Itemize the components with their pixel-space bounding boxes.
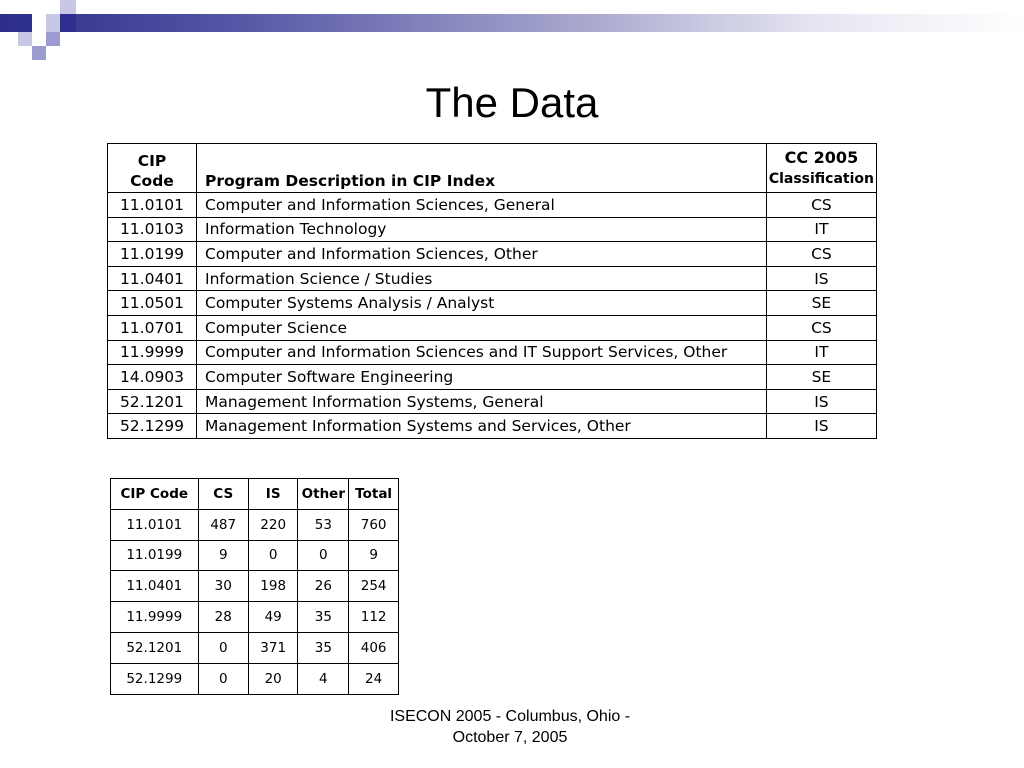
summary-cell: 20 — [248, 663, 297, 694]
cip-code-cell: 11.9999 — [108, 340, 197, 365]
deco-square — [18, 32, 32, 46]
summary-header-is: IS — [248, 479, 297, 510]
table-row — [108, 389, 877, 414]
cip-code-cell: 11.0401 — [108, 266, 197, 291]
summary-cell: 112 — [349, 602, 399, 633]
summary-cell: 35 — [298, 632, 349, 663]
summary-cell: 26 — [298, 571, 349, 602]
summary-cell: 11.0199 — [111, 540, 199, 571]
enrollment-summary-table — [110, 478, 399, 695]
description-cell: Computer and Information Sciences and IT Support Services, Other — [197, 340, 767, 365]
classification-cell: IS — [766, 266, 876, 291]
summary-cell: 49 — [248, 602, 297, 633]
cip-code-cell: 11.0103 — [108, 217, 197, 242]
cip-code-cell: 11.0501 — [108, 291, 197, 316]
summary-cell: 35 — [298, 602, 349, 633]
summary-cell: 9 — [198, 540, 248, 571]
footer-line-2: October 7, 2005 — [452, 729, 568, 746]
cip-classification-table — [107, 143, 877, 439]
cip-code-cell: 52.1201 — [108, 389, 197, 414]
summary-cell: 28 — [198, 602, 248, 633]
cip-code-cell: 11.0701 — [108, 315, 197, 340]
header-cc-line1: CC 2005 — [784, 148, 859, 167]
description-cell: Computer and Information Sciences, Other — [197, 242, 767, 267]
summary-cell: 11.9999 — [111, 602, 199, 633]
header-description: Program Description in CIP Index — [197, 144, 767, 193]
summary-header-row — [111, 479, 399, 510]
summary-header-cs: CS — [198, 479, 248, 510]
table-row — [108, 340, 877, 365]
deco-square — [32, 46, 46, 60]
summary-header-total: Total — [349, 479, 399, 510]
summary-cell: 760 — [349, 509, 399, 540]
summary-cell: 9 — [349, 540, 399, 571]
description-cell: Information Science / Studies — [197, 266, 767, 291]
summary-cell: 254 — [349, 571, 399, 602]
header-cip-line1: CIP — [137, 152, 167, 170]
summary-cell: 220 — [248, 509, 297, 540]
summary-cell: 52.1299 — [111, 663, 199, 694]
classification-cell: CS — [766, 242, 876, 267]
summary-cell: 53 — [298, 509, 349, 540]
summary-header-other: Other — [298, 479, 349, 510]
classification-cell: SE — [766, 291, 876, 316]
classification-cell: IS — [766, 389, 876, 414]
classification-cell: CS — [766, 315, 876, 340]
slide-footer — [360, 706, 660, 748]
description-cell: Computer and Information Sciences, General — [197, 193, 767, 218]
deco-square — [46, 32, 60, 46]
description-cell: Information Technology — [197, 217, 767, 242]
table-row — [108, 291, 877, 316]
description-cell: Computer Systems Analysis / Analyst — [197, 291, 767, 316]
header-cc-classification — [766, 144, 876, 193]
table-row — [108, 414, 877, 439]
summary-cell: 11.0101 — [111, 509, 199, 540]
table-row — [108, 365, 877, 390]
classification-cell: IS — [766, 414, 876, 439]
table-row — [108, 193, 877, 218]
classification-cell: SE — [766, 365, 876, 390]
summary-cell: 198 — [248, 571, 297, 602]
description-cell: Management Information Systems, General — [197, 389, 767, 414]
summary-cell: 52.1201 — [111, 632, 199, 663]
table-row — [108, 217, 877, 242]
summary-row — [111, 602, 399, 633]
table-row — [108, 242, 877, 267]
summary-cell: 0 — [198, 632, 248, 663]
slide-title: The Data — [425, 79, 599, 126]
classification-cell: IT — [766, 340, 876, 365]
description-cell: Management Information Systems and Services, Other — [197, 414, 767, 439]
summary-cell: 0 — [198, 663, 248, 694]
summary-cell: 371 — [248, 632, 297, 663]
deco-square — [14, 14, 32, 32]
deco-square — [32, 14, 46, 32]
table-row — [108, 315, 877, 340]
header-banner — [0, 14, 1024, 32]
cip-code-cell: 11.0101 — [108, 193, 197, 218]
description-cell: Computer Science — [197, 315, 767, 340]
classification-cell: CS — [766, 193, 876, 218]
summary-cell: 30 — [198, 571, 248, 602]
summary-cell: 0 — [298, 540, 349, 571]
deco-square — [60, 14, 76, 32]
summary-header-cip-code: CIP Code — [111, 479, 199, 510]
summary-cell: 11.0401 — [111, 571, 199, 602]
footer-line-1: ISECON 2005 - Columbus, Ohio - — [389, 708, 631, 725]
summary-cell: 406 — [349, 632, 399, 663]
cip-code-cell: 14.0903 — [108, 365, 197, 390]
summary-cell: 24 — [349, 663, 399, 694]
table-header-row — [108, 144, 877, 193]
header-cc-line2: Classification — [768, 171, 874, 187]
table-row — [108, 266, 877, 291]
header-cip-code — [108, 144, 197, 193]
header-cip-line2: Code — [130, 172, 174, 190]
summary-cell: 4 — [298, 663, 349, 694]
deco-square — [60, 0, 76, 14]
summary-row — [111, 632, 399, 663]
cip-code-cell: 52.1299 — [108, 414, 197, 439]
description-cell: Computer Software Engineering — [197, 365, 767, 390]
summary-row — [111, 571, 399, 602]
classification-cell: IT — [766, 217, 876, 242]
summary-row — [111, 509, 399, 540]
deco-square — [46, 14, 60, 32]
cip-code-cell: 11.0199 — [108, 242, 197, 267]
summary-row — [111, 663, 399, 694]
summary-cell: 487 — [198, 509, 248, 540]
summary-row — [111, 540, 399, 571]
summary-cell: 0 — [248, 540, 297, 571]
